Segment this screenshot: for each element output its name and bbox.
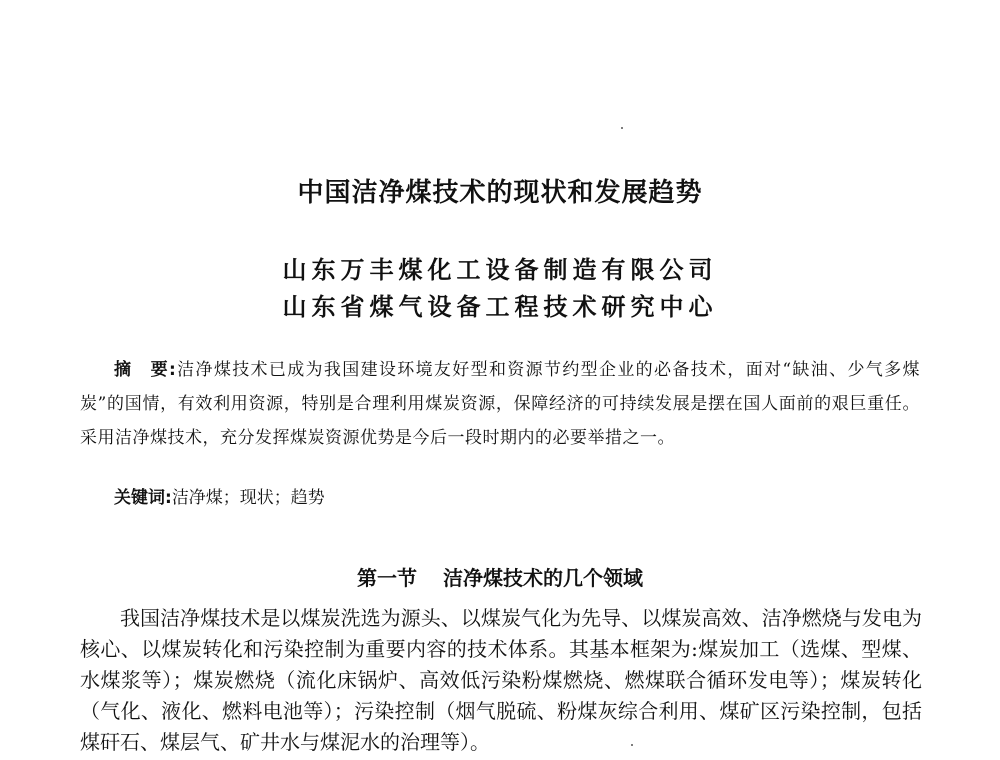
organization-line: 山东万丰煤化工设备制造有限公司 bbox=[282, 255, 718, 284]
document-title: 中国洁净煤技术的现状和发展趋势 bbox=[297, 178, 703, 208]
abstract-text: 洁净煤技术已成为我国建设环境友好型和资源节约型企业的必备技术，面对“缺油、少气多煤炭”的国情，有效利用资源，特别是合理利用煤炭资源，保障经济的可持续发展是摆在国人面前的艰巨重任。采用洁净煤技术，充分发挥煤炭资源优势是今后一段时期内的必要举措之一。 bbox=[80, 360, 920, 448]
organization-line: 山东省煤气设备工程技术研究中心 bbox=[282, 292, 718, 321]
abstract bbox=[80, 353, 920, 455]
body-paragraph: 我国洁净煤技术是以煤炭洗选为源头、以煤炭气化为先导、以煤炭高效、洁净燃烧与发电为核心、以煤炭转化和污染控制为重要内容的技术体系。其基本框架为:煤炭加工（选煤、型煤、水煤浆等）；煤炭燃烧（流化床锅炉、高效低污染粉煤燃烧、燃煤联合循环发电等）；煤炭转化（气化、液化、燃料电池等）；污染控制（烟气脱硫、粉煤灰综合利用、煤矿区污染控制，包括煤矸石、煤层气、矿井水与煤泥水的治理等）。 bbox=[80, 606, 922, 754]
scan-speck bbox=[621, 127, 623, 129]
section-title: 洁净煤技术的几个领域 bbox=[443, 566, 643, 590]
keywords bbox=[80, 481, 920, 515]
section-heading bbox=[0, 562, 1000, 591]
section-number: 第一节 bbox=[357, 566, 417, 590]
keywords-label: 关键词: bbox=[114, 488, 172, 508]
keywords-text: 洁净煤；现状；趋势 bbox=[171, 488, 325, 508]
abstract-label: 摘 要: bbox=[114, 360, 177, 380]
